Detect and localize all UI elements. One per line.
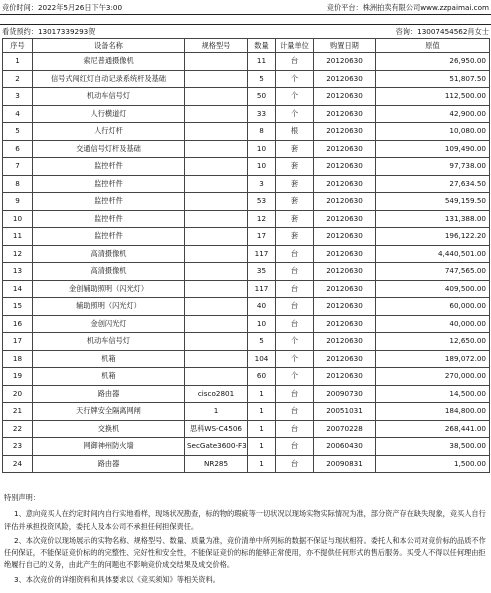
col-unit: 个 — [276, 88, 314, 106]
col-device-name: 人行灯杆 — [33, 123, 185, 141]
col-original-value: 189,072.00 — [376, 350, 490, 368]
col-model — [185, 158, 248, 176]
col-index: 9 — [3, 193, 33, 211]
col-unit: 台 — [276, 385, 314, 403]
col-device-name: 监控杆件 — [33, 175, 185, 193]
col-index-header: 序号 — [3, 39, 33, 53]
col-purchase-date: 20120630 — [314, 175, 376, 193]
special-notes — [4, 492, 487, 588]
col-unit: 台 — [276, 280, 314, 298]
col-quantity: 50 — [248, 88, 276, 106]
col-quantity: 17 — [248, 228, 276, 246]
col-index: 6 — [3, 140, 33, 158]
col-quantity: 10 — [248, 158, 276, 176]
table-header-row — [3, 39, 490, 53]
col-purchase-date: 20120630 — [314, 158, 376, 176]
col-index: 17 — [3, 333, 33, 351]
table-row — [3, 263, 490, 281]
col-purchase-date: 20120630 — [314, 245, 376, 263]
col-model: 1 — [185, 403, 248, 421]
col-quantity-header: 数量 — [248, 39, 276, 53]
col-purchase-date: 20051031 — [314, 403, 376, 421]
col-index: 8 — [3, 175, 33, 193]
col-index: 11 — [3, 228, 33, 246]
col-quantity: 10 — [248, 140, 276, 158]
col-unit: 套 — [276, 158, 314, 176]
col-quantity: 117 — [248, 245, 276, 263]
col-model — [185, 350, 248, 368]
col-index: 21 — [3, 403, 33, 421]
col-quantity: 53 — [248, 193, 276, 211]
col-model: 思科WS-C4506 — [185, 420, 248, 438]
col-unit: 台 — [276, 53, 314, 71]
col-original-value: 747,565.00 — [376, 263, 490, 281]
col-model — [185, 333, 248, 351]
col-device-name: 金创辅助照明（闪光灯） — [33, 280, 185, 298]
col-original-value: 60,000.00 — [376, 298, 490, 316]
col-model — [185, 245, 248, 263]
col-model — [185, 70, 248, 88]
col-purchase-date: 20120630 — [314, 88, 376, 106]
col-quantity: 3 — [248, 175, 276, 193]
col-purchase-date: 20120630 — [314, 210, 376, 228]
col-device-name: 机箱 — [33, 350, 185, 368]
col-purchase-date: 20120630 — [314, 315, 376, 333]
col-unit: 台 — [276, 245, 314, 263]
col-index: 16 — [3, 315, 33, 333]
table-row — [3, 368, 490, 386]
col-unit: 套 — [276, 228, 314, 246]
table-row — [3, 438, 490, 456]
header-row-2 — [0, 26, 491, 37]
col-purchase-date: 20060430 — [314, 438, 376, 456]
col-unit: 台 — [276, 315, 314, 333]
col-device-name: 网御神州防火墙 — [33, 438, 185, 456]
col-model — [185, 193, 248, 211]
col-original-value: 409,500.00 — [376, 280, 490, 298]
col-original-value: 51,807.50 — [376, 70, 490, 88]
col-purchase-date: 20120630 — [314, 298, 376, 316]
header-divider — [0, 14, 491, 15]
col-model — [185, 315, 248, 333]
col-quantity: 1 — [248, 403, 276, 421]
table-row — [3, 88, 490, 106]
col-unit: 套 — [276, 175, 314, 193]
col-original-value: 1,500.00 — [376, 455, 490, 473]
col-model: SecGate3600-F3 — [185, 438, 248, 456]
table-row — [3, 298, 490, 316]
col-device-name: 监控杆件 — [33, 228, 185, 246]
notes-title: 特别声明： — [4, 493, 40, 502]
col-original-value: 196,122.20 — [376, 228, 490, 246]
col-device-name: 辅助照明（闪光灯） — [33, 298, 185, 316]
col-device-name: 机动车信号灯 — [33, 88, 185, 106]
note-item: 2、本次竞价以现场展示的实物名称、规格型号、数量、质量为准，竞价清单中所列标的数据不保证与现状相符。委托人和本公司对竞价标的品质不作任何保证，不能保证竞价标的的完整性、完好性和安全性，不能保证竞价的标的能够正常使用，亦不提供任何形式的售后服务。买受人不得以任何理由拒绝履行自己的义务，由此产生的问题也不影响竞价成交结果及成交价格。 — [4, 535, 486, 570]
col-index: 22 — [3, 420, 33, 438]
col-unit: 个 — [276, 70, 314, 88]
col-index: 24 — [3, 455, 33, 473]
equipment-table — [2, 38, 490, 473]
col-index: 2 — [3, 70, 33, 88]
auction-platform: 竞价平台：株洲拍卖有限公司www.zzpaimai.com — [326, 2, 489, 12]
col-model: cisco2801 — [185, 385, 248, 403]
col-unit: 个 — [276, 333, 314, 351]
col-quantity: 60 — [248, 368, 276, 386]
col-device-name-header: 设备名称 — [33, 39, 185, 53]
table-row — [3, 175, 490, 193]
table-row — [3, 123, 490, 141]
col-purchase-date: 20120630 — [314, 53, 376, 71]
header-divider — [0, 24, 491, 25]
col-original-value: 42,900.00 — [376, 105, 490, 123]
col-device-name: 交通信号灯杆及基础 — [33, 140, 185, 158]
col-original-value: 549,159.50 — [376, 193, 490, 211]
col-original-value: 38,500.00 — [376, 438, 490, 456]
col-model — [185, 105, 248, 123]
col-device-name: 高清摄像机 — [33, 263, 185, 281]
table-row — [3, 315, 490, 333]
col-device-name: 路由器 — [33, 455, 185, 473]
col-quantity: 1 — [248, 420, 276, 438]
table-row — [3, 455, 490, 473]
col-index: 4 — [3, 105, 33, 123]
col-unit: 套 — [276, 210, 314, 228]
col-device-name: 监控杆件 — [33, 158, 185, 176]
col-unit: 个 — [276, 350, 314, 368]
col-purchase-date: 20120630 — [314, 368, 376, 386]
col-original-value: 268,441.00 — [376, 420, 490, 438]
col-index: 23 — [3, 438, 33, 456]
col-unit: 台 — [276, 403, 314, 421]
col-device-name: 路由器 — [33, 385, 185, 403]
col-purchase-date: 20120630 — [314, 193, 376, 211]
table-row — [3, 53, 490, 71]
col-unit: 根 — [276, 123, 314, 141]
col-device-name: 监控杆件 — [33, 193, 185, 211]
col-device-name: 天行牌安全隔离网闸 — [33, 403, 185, 421]
col-original-value-header: 原值 — [376, 39, 490, 53]
col-purchase-date: 20120630 — [314, 350, 376, 368]
header-row-1 — [0, 2, 491, 13]
auction-time: 竞价时间：2022年5月26日下午3:00 — [2, 2, 123, 12]
col-quantity: 117 — [248, 280, 276, 298]
col-purchase-date: 20120630 — [314, 228, 376, 246]
note-item: 1、意向竞买人在约定时间内自行实地看样，现场状况勘查，标的物的瑕疵等一切状况以现场实物实际情况为准，部分资产存在缺失现象，竞买人自行评估并承担投资风险，委托人及本公司不承担任何担保责任。 — [4, 509, 486, 531]
table-row — [3, 193, 490, 211]
col-device-name: 人行横道灯 — [33, 105, 185, 123]
col-index: 1 — [3, 53, 33, 71]
col-unit: 套 — [276, 193, 314, 211]
table-row — [3, 210, 490, 228]
col-model — [185, 53, 248, 71]
col-unit: 台 — [276, 263, 314, 281]
table-body — [3, 53, 490, 473]
col-unit: 台 — [276, 455, 314, 473]
col-index: 15 — [3, 298, 33, 316]
col-unit: 台 — [276, 298, 314, 316]
col-device-name: 机箱 — [33, 368, 185, 386]
col-index: 18 — [3, 350, 33, 368]
col-model-header: 规格型号 — [185, 39, 248, 53]
col-quantity: 11 — [248, 53, 276, 71]
col-purchase-date: 20120630 — [314, 123, 376, 141]
col-unit: 个 — [276, 105, 314, 123]
col-model: NR285 — [185, 455, 248, 473]
col-purchase-date: 20120630 — [314, 70, 376, 88]
col-device-name: 金创闪光灯 — [33, 315, 185, 333]
col-device-name: 机动车信号灯 — [33, 333, 185, 351]
col-unit-header: 计量单位 — [276, 39, 314, 53]
col-index: 7 — [3, 158, 33, 176]
col-purchase-date: 20120630 — [314, 263, 376, 281]
col-original-value: 14,500.00 — [376, 385, 490, 403]
table-row — [3, 385, 490, 403]
table-row — [3, 140, 490, 158]
table-row — [3, 350, 490, 368]
col-model — [185, 263, 248, 281]
col-original-value: 10,080.00 — [376, 123, 490, 141]
col-model — [185, 280, 248, 298]
col-quantity: 1 — [248, 455, 276, 473]
col-original-value: 184,800.00 — [376, 403, 490, 421]
col-index: 5 — [3, 123, 33, 141]
col-model — [185, 123, 248, 141]
col-quantity: 1 — [248, 438, 276, 456]
col-quantity: 33 — [248, 105, 276, 123]
col-quantity: 8 — [248, 123, 276, 141]
col-unit: 台 — [276, 438, 314, 456]
col-original-value: 109,490.00 — [376, 140, 490, 158]
col-unit: 台 — [276, 420, 314, 438]
col-original-value: 97,738.00 — [376, 158, 490, 176]
col-original-value: 40,000.00 — [376, 315, 490, 333]
col-model — [185, 368, 248, 386]
col-unit: 个 — [276, 368, 314, 386]
col-quantity: 10 — [248, 315, 276, 333]
col-model — [185, 88, 248, 106]
col-purchase-date: 20090831 — [314, 455, 376, 473]
col-original-value: 131,388.00 — [376, 210, 490, 228]
viewing-appointment: 看货预约：13017339293贺 — [2, 26, 96, 36]
col-unit: 套 — [276, 140, 314, 158]
col-original-value: 27,634.50 — [376, 175, 490, 193]
table-row — [3, 333, 490, 351]
col-model — [185, 298, 248, 316]
table-row — [3, 403, 490, 421]
col-index: 3 — [3, 88, 33, 106]
col-purchase-date: 20120630 — [314, 105, 376, 123]
col-model — [185, 175, 248, 193]
col-purchase-date: 20120630 — [314, 140, 376, 158]
col-quantity: 1 — [248, 385, 276, 403]
col-purchase-date: 20120630 — [314, 280, 376, 298]
table-row — [3, 420, 490, 438]
table-row — [3, 105, 490, 123]
note-item: 3、本次竞价的详细资料和具体要求以《竞买须知》等相关资料。 — [14, 574, 220, 584]
col-quantity: 35 — [248, 263, 276, 281]
col-quantity: 5 — [248, 333, 276, 351]
col-original-value: 4,440,501.00 — [376, 245, 490, 263]
col-index: 20 — [3, 385, 33, 403]
col-purchase-date-header: 购置日期 — [314, 39, 376, 53]
col-index: 12 — [3, 245, 33, 263]
col-original-value: 26,950.00 — [376, 53, 490, 71]
col-device-name: 信号式闯红灯自动记录系统杆及基础 — [33, 70, 185, 88]
col-model — [185, 140, 248, 158]
col-model — [185, 228, 248, 246]
contact-info: 咨询：13007454562肖女士 — [395, 26, 489, 36]
col-original-value: 270,000.00 — [376, 368, 490, 386]
col-device-name: 索尼普通摄像机 — [33, 53, 185, 71]
col-device-name: 交换机 — [33, 420, 185, 438]
col-index: 13 — [3, 263, 33, 281]
col-index: 10 — [3, 210, 33, 228]
col-device-name: 监控杆件 — [33, 210, 185, 228]
col-device-name: 高清摄像机 — [33, 245, 185, 263]
table-row — [3, 280, 490, 298]
col-quantity: 12 — [248, 210, 276, 228]
table-row — [3, 228, 490, 246]
col-original-value: 112,500.00 — [376, 88, 490, 106]
col-index: 14 — [3, 280, 33, 298]
table-row — [3, 70, 490, 88]
col-original-value: 12,650.00 — [376, 333, 490, 351]
col-purchase-date: 20120630 — [314, 333, 376, 351]
col-quantity: 5 — [248, 70, 276, 88]
table-row — [3, 158, 490, 176]
col-model — [185, 210, 248, 228]
col-index: 19 — [3, 368, 33, 386]
col-purchase-date: 20090730 — [314, 385, 376, 403]
col-purchase-date: 20070228 — [314, 420, 376, 438]
col-quantity: 40 — [248, 298, 276, 316]
col-quantity: 104 — [248, 350, 276, 368]
table-row — [3, 245, 490, 263]
